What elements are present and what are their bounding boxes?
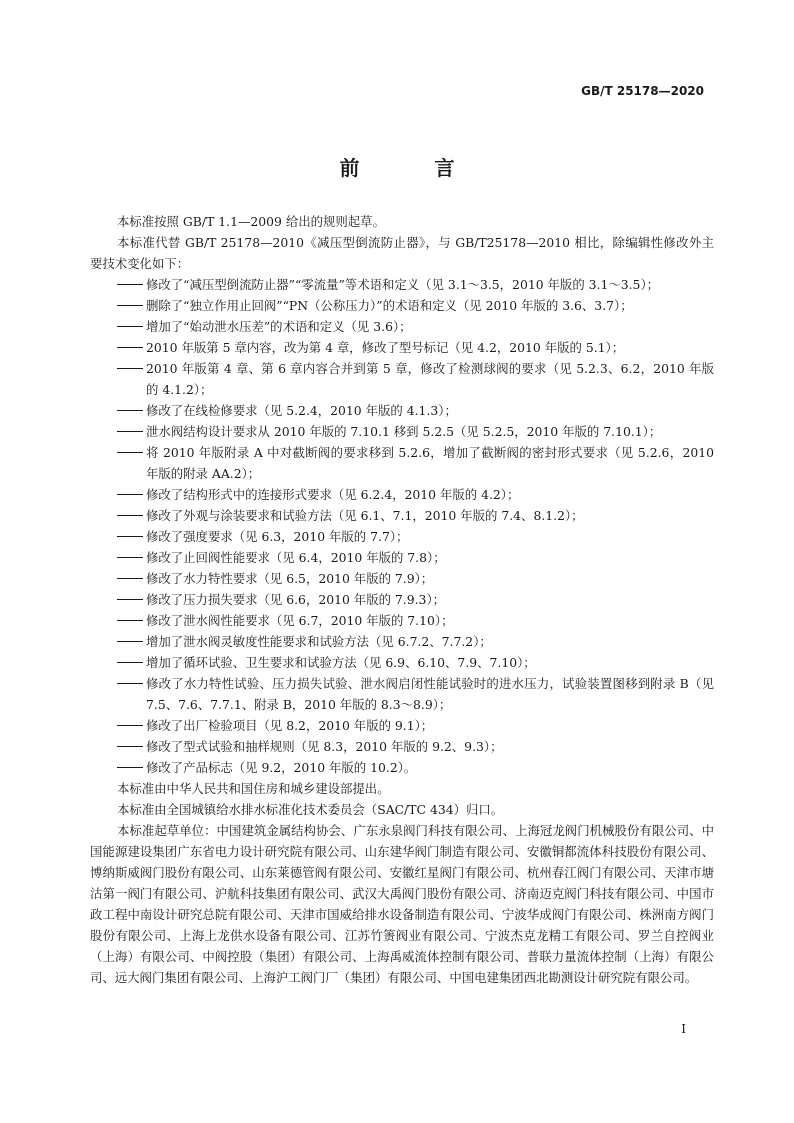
dash-marker xyxy=(117,767,143,768)
paragraph-committee: 本标准由全国城镇给水排水标准化技术委员会（SAC/TC 434）归口。 xyxy=(117,802,504,817)
page-title: 前 言 xyxy=(339,156,489,180)
paragraph-proposer: 本标准由中华人民共和国住房和城乡建设部提出。 xyxy=(117,781,390,796)
standard-number: GB/T 25178—2020 xyxy=(581,84,704,98)
dash-marker xyxy=(117,326,143,327)
dash-marker xyxy=(117,515,143,516)
dash-marker xyxy=(117,494,143,495)
dash-marker xyxy=(117,641,143,642)
change-item: 修改了水力特性试验、压力损失试验、泄水阀启闭性能试验时的进水压力，试验装置图移到附录 B（见 7.5、7.6、7.7.1、附录 B，2010 年版的 8.3～8.9）； xyxy=(90,673,714,715)
change-item: 增加了循环试验、卫生要求和试验方法（见 6.9、6.10、7.9、7.10）； xyxy=(90,652,714,673)
dash-marker xyxy=(117,410,143,411)
change-item: 删除了“独立作用止回阀”“PN（公称压力）”的术语和定义（见 2010 年版的 3.6、3.7）； xyxy=(90,295,714,316)
change-item: 修改了止回阀性能要求（见 6.4，2010 年版的 7.8）； xyxy=(90,547,714,568)
foreword-body xyxy=(90,211,714,988)
dash-marker xyxy=(117,725,143,726)
change-item: 修改了水力特性要求（见 6.5，2010 年版的 7.9）； xyxy=(90,568,714,589)
paragraph-drafting-rule: 本标准按照 GB/T 1.1—2009 给出的规则起草。 xyxy=(117,214,385,229)
dash-marker xyxy=(117,536,143,537)
dash-marker xyxy=(117,746,143,747)
change-item: 增加了泄水阀灵敏度性能要求和试验方法（见 6.7.2、7.7.2）； xyxy=(90,631,714,652)
dash-marker xyxy=(117,662,143,663)
change-item: 修改了“减压型倒流防止器”“零流量”等术语和定义（见 3.1～3.5，2010 年版的 3.1～3.5）； xyxy=(90,274,714,295)
change-item: 将 2010 年版附录 A 中对截断阀的要求移到 5.2.6，增加了截断阀的密封形式要求（见 5.2.6，2010 年版的附录 AA.2）； xyxy=(90,442,714,484)
dash-marker xyxy=(117,557,143,558)
dash-marker xyxy=(117,599,143,600)
change-item: 2010 年版第 5 章内容，改为第 4 章，修改了型号标记（见 4.2，2010 年版的 5.1）； xyxy=(90,337,714,358)
dash-marker xyxy=(117,284,143,285)
change-item: 修改了出厂检验项目（见 8.2，2010 年版的 9.1）； xyxy=(90,715,714,736)
dash-marker xyxy=(117,305,143,306)
paragraph-replacement: 本标准代替 GB/T 25178—2010《减压型倒流防止器》，与 GB/T25178—2010 相比，除编辑性修改外主要技术变化如下： xyxy=(90,235,714,271)
change-item: 修改了泄水阀性能要求（见 6.7，2010 年版的 7.10）； xyxy=(90,610,714,631)
change-item: 修改了结构形式中的连接形式要求（见 6.2.4，2010 年版的 4.2）； xyxy=(90,484,714,505)
dash-marker xyxy=(117,431,143,432)
dash-marker xyxy=(117,620,143,621)
dash-marker xyxy=(117,452,143,453)
dash-marker xyxy=(117,368,143,369)
change-item: 修改了产品标志（见 9.2，2010 年版的 10.2）。 xyxy=(90,757,714,778)
change-item: 泄水阀结构设计要求从 2010 年版的 7.10.1 移到 5.2.5（见 5.2.5，2010 年版的 7.10.1）； xyxy=(90,421,714,442)
page-number: I xyxy=(681,1022,686,1036)
dash-marker xyxy=(117,578,143,579)
change-item: 修改了型式试验和抽样规则（见 8.3，2010 年版的 9.2、9.3）； xyxy=(90,736,714,757)
change-item: 2010 年版第 4 章、第 6 章内容合并到第 5 章，修改了检测球阀的要求（见 5.2.3、6.2，2010 年版的 4.1.2）； xyxy=(90,358,714,400)
change-item: 修改了在线检修要求（见 5.2.4，2010 年版的 4.1.3）； xyxy=(90,400,714,421)
change-item: 修改了外观与涂装要求和试验方法（见 6.1、7.1，2010 年版的 7.4、8.1.2）； xyxy=(90,505,714,526)
change-item: 修改了压力损失要求（见 6.6，2010 年版的 7.9.3）； xyxy=(90,589,714,610)
change-item: 修改了强度要求（见 6.3，2010 年版的 7.7）； xyxy=(90,526,714,547)
paragraph-drafting-units: 本标准起草单位：中国建筑金属结构协会、广东永泉阀门科技有限公司、上海冠龙阀门机械股份有限公司、中国能源建设集团广东省电力设计研究院有限公司、山东建华阀门制造有限公司、安徽铜都流体科技股份有限公司、博纳斯威阀门股份有限公司、山东莱德管阀有限公司、安徽红星阀门有限公司、杭州春江阀门有限公司、天津市塘沽第一阀门有限公司、沪航科技集团有限公司、武汉大禹阀门股份有限公司、济南迈克阀门科技有限公司、中国市政工程中南设计研究总院有限公司、天津市国威给排水设备制造有限公司、宁波华成阀门有限公司、株洲南方阀门股份有限公司、上海上龙供水设备有限公司、江苏竹箦阀业有限公司、宁波杰克龙精工有限公司、罗兰自控阀业（上海）有限公司、中阀控股（集团）有限公司、上海禹威流体控制有限公司、普联力量流体控制（上海）有限公司、远大阀门集团有限公司、上海沪工阀门厂（集团）有限公司、中国电建集团西北勘测设计研究院有限公司。 xyxy=(90,823,714,985)
change-item: 增加了“始动泄水压差”的术语和定义（见 3.6）； xyxy=(90,316,714,337)
dash-marker xyxy=(117,347,143,348)
dash-marker xyxy=(117,683,143,684)
